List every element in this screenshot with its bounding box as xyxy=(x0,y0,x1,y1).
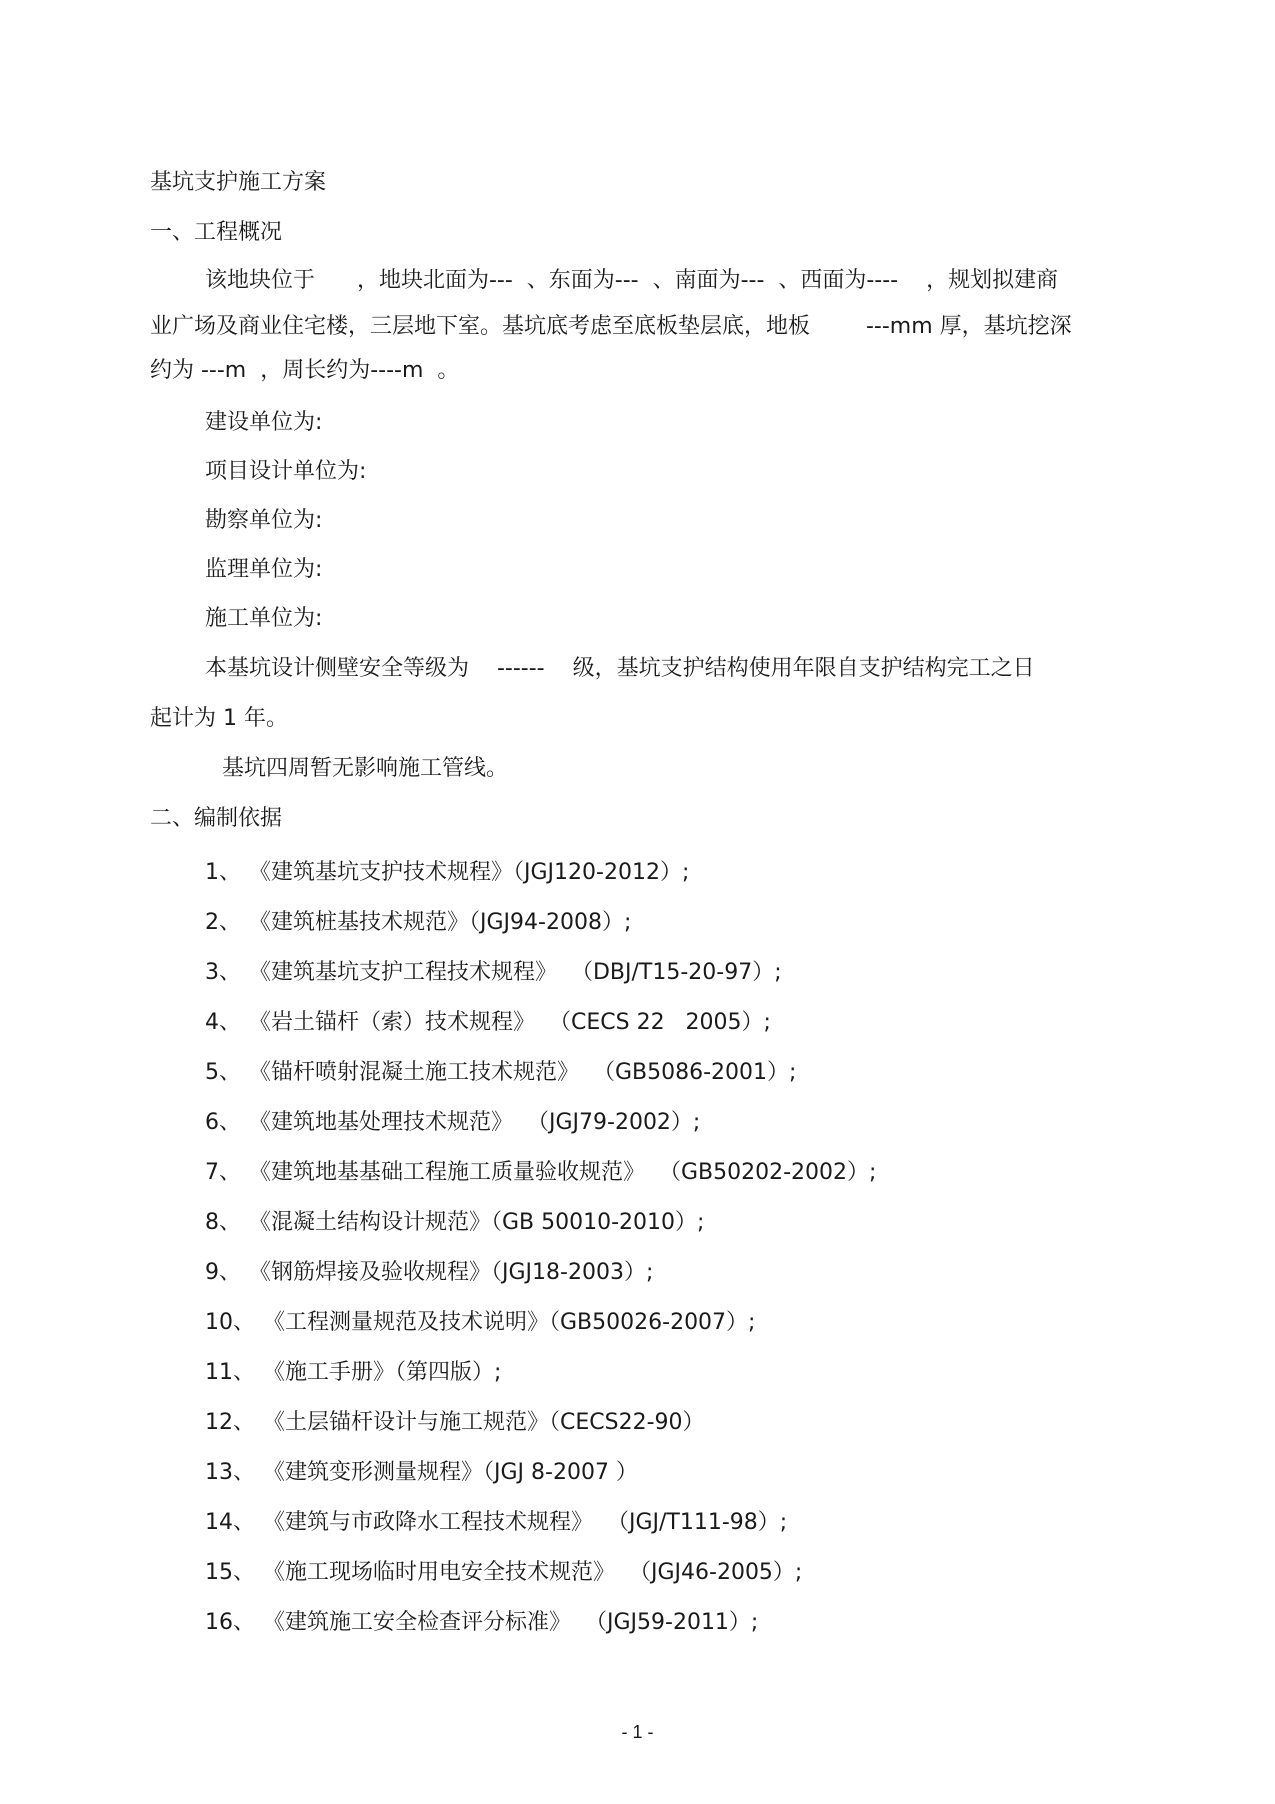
document-title: 基坑支护施工方案 xyxy=(150,170,327,195)
reference-text: 《建筑地基处理技术规范》 （JGJ79-2002）; xyxy=(249,1110,701,1135)
reference-number: 15、 xyxy=(205,1560,255,1585)
reference-number: 16、 xyxy=(205,1610,255,1635)
safety-line-2: 起计为 1 年。 xyxy=(150,706,288,731)
reference-item xyxy=(205,1008,771,1038)
reference-text: 《建筑施工安全检查评分标准》 （JGJ59-2011）; xyxy=(263,1610,759,1635)
reference-number: 2、 xyxy=(205,910,241,935)
reference-text: 《钢筋焊接及验收规程》（JGJ18-2003）; xyxy=(249,1260,654,1285)
overview-line-1: 该地块位于 ，地块北面为--- 、东面为--- 、南面为--- 、西面为---- ，规划拟建商 xyxy=(205,268,1059,293)
reference-text: 《建筑地基基础工程施工质量验收规范》 （GB50202-2002）; xyxy=(249,1160,877,1185)
builder-unit: 建设单位为: xyxy=(205,410,323,435)
page-number: - 1 - xyxy=(621,1722,654,1742)
reference-number: 12、 xyxy=(205,1410,255,1435)
reference-text: 《土层锚杆设计与施工规范》（CECS22-90） xyxy=(263,1410,705,1435)
reference-number: 3、 xyxy=(205,960,241,985)
reference-item xyxy=(205,958,782,988)
reference-item xyxy=(205,1158,876,1188)
reference-item xyxy=(205,1308,755,1338)
reference-number: 11、 xyxy=(205,1360,255,1385)
overview-line-3: 约为 ---m ，周长约为----m 。 xyxy=(150,358,460,383)
reference-number: 1、 xyxy=(205,860,241,885)
reference-item xyxy=(205,1458,638,1488)
reference-number: 8、 xyxy=(205,1210,241,1235)
overview-line-2: 业广场及商业住宅楼，三层地下室。基坑底考虑至底板垫层底，地板 ---mm 厚，基坑挖深 xyxy=(150,314,1072,339)
section-heading-basis: 二、编制依据 xyxy=(150,806,283,831)
reference-text: 《建筑基坑支护技术规程》（JGJ120-2012）; xyxy=(249,860,690,885)
designer-unit: 项目设计单位为: xyxy=(205,459,367,484)
reference-item xyxy=(205,908,631,938)
reference-text: 《施工现场临时用电安全技术规范》 （JGJ46-2005）; xyxy=(263,1560,803,1585)
reference-text: 《建筑变形测量规程》（JGJ 8-2007 ） xyxy=(263,1460,638,1485)
reference-item xyxy=(205,1608,758,1638)
reference-number: 5、 xyxy=(205,1060,241,1085)
reference-item xyxy=(205,1508,787,1538)
reference-item xyxy=(205,1108,700,1138)
reference-number: 14、 xyxy=(205,1510,255,1535)
reference-text: 《建筑基坑支护工程技术规程》 （DBJ/T15-20-97）; xyxy=(249,960,782,985)
surveyor-unit: 勘察单位为: xyxy=(205,508,323,533)
reference-text: 《岩土锚杆（索）技术规程》 （CECS 22 2005）; xyxy=(249,1010,771,1035)
reference-number: 6、 xyxy=(205,1110,241,1135)
reference-text: 《建筑桩基技术规范》（JGJ94-2008）; xyxy=(249,910,632,935)
reference-text: 《锚杆喷射混凝土施工技术规范》 （GB5086-2001）; xyxy=(249,1060,797,1085)
reference-number: 4、 xyxy=(205,1010,241,1035)
reference-number: 9、 xyxy=(205,1260,241,1285)
reference-number: 10、 xyxy=(205,1310,255,1335)
reference-item xyxy=(205,1558,802,1588)
safety-line-1: 本基坑设计侧壁安全等级为 ------ 级，基坑支护结构使用年限自支护结构完工之日 xyxy=(205,656,1035,681)
pipelines-note: 基坑四周暂无影响施工管线。 xyxy=(222,756,509,781)
reference-item xyxy=(205,858,689,888)
supervisor-unit: 监理单位为: xyxy=(205,557,323,582)
reference-text: 《建筑与市政降水工程技术规程》 （JGJ/T111-98）; xyxy=(263,1510,788,1535)
reference-number: 13、 xyxy=(205,1460,255,1485)
reference-item xyxy=(205,1358,501,1388)
reference-item xyxy=(205,1258,653,1288)
reference-item xyxy=(205,1408,705,1438)
contractor-unit: 施工单位为: xyxy=(205,606,323,631)
reference-item xyxy=(205,1058,796,1088)
reference-number: 7、 xyxy=(205,1160,241,1185)
reference-text: 《混凝土结构设计规范》（GB 50010-2010）; xyxy=(249,1210,705,1235)
reference-text: 《工程测量规范及技术说明》（GB50026-2007）; xyxy=(263,1310,756,1335)
section-heading-overview: 一、工程概况 xyxy=(150,220,283,245)
reference-text: 《施工手册》（第四版）; xyxy=(263,1360,502,1385)
reference-item xyxy=(205,1208,704,1238)
